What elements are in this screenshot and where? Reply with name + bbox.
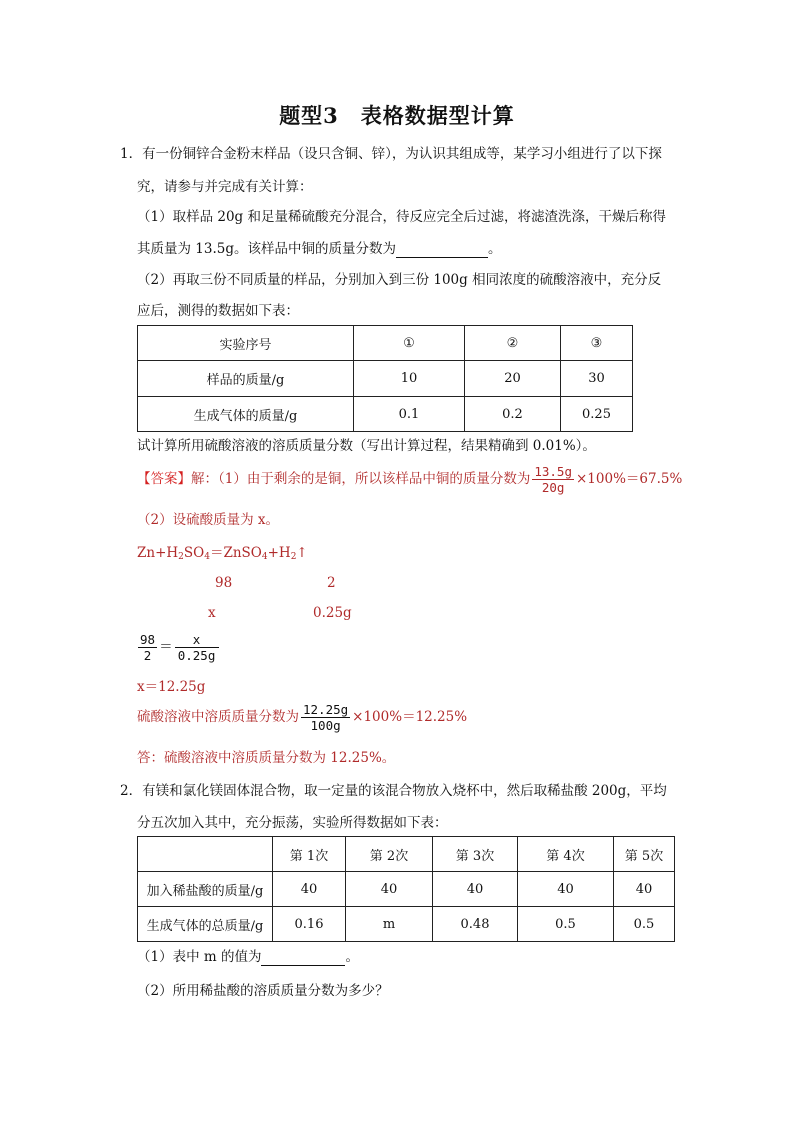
fraction (175, 632, 219, 663)
table-header: 第 4次 (518, 837, 614, 872)
q2-part2: （2）所用稀盐酸的溶质质量分数为多少？ (137, 983, 389, 999)
table-cell: 40 (273, 872, 346, 907)
eq-subscript: 2 (178, 552, 184, 562)
q2-stem-line1: 2．有镁和氯化镁固体混合物，取一定量的该混合物放入烧杯中，然后取稀盐酸 200g，平均 (120, 783, 667, 799)
fraction (532, 464, 574, 495)
table-cell: 40 (346, 872, 433, 907)
fraction (301, 702, 350, 733)
table-header: 第 1次 (273, 837, 346, 872)
q1-part1-line2 (137, 240, 502, 258)
table-header: 实验序号 (138, 326, 354, 361)
answer-line1 (137, 464, 682, 495)
gas-arrow-icon: ↑ (296, 545, 308, 561)
answer-result: ×100%＝67.5% (575, 471, 683, 487)
chemical-equation (137, 544, 308, 566)
denominator: 0.25g (177, 648, 216, 663)
denominator: 20g (541, 480, 565, 495)
q1-part1-end: 。 (488, 241, 502, 257)
eq-part: +H (267, 545, 291, 561)
eq-subscript: 4 (204, 552, 210, 562)
table-cell: 0.16 (273, 907, 346, 942)
unknown-x: x (208, 605, 216, 621)
q1-part1-line1: （1）取样品 20g 和足量稀硫酸充分混合，待反应完全后过滤，将滤渣洗涤，干燥后称得 (137, 209, 666, 225)
q1-part2-line2: 应后，测得的数据如下表： (137, 303, 299, 319)
eq-subscript: 2 (290, 552, 297, 562)
table-cell: 0.5 (518, 907, 614, 942)
table-cell: 40 (433, 872, 518, 907)
table-cell: 生成气体的质量/g (138, 397, 354, 432)
equals-sign: ＝ (159, 639, 173, 655)
denominator: 100g (310, 718, 341, 733)
q2-data-table (137, 836, 675, 942)
numerator: 12.25g (303, 702, 349, 717)
eq-part: ＝ZnSO (209, 545, 262, 561)
table-cell: 10 (354, 361, 465, 397)
concentration-line (137, 702, 467, 733)
table-cell: 0.48 (433, 907, 518, 942)
table-cell: 0.2 (465, 397, 561, 432)
table-header-row (138, 837, 675, 872)
answer-text: 解：（1）由于剩余的是铜，所以该样品中铜的质量分数为 (191, 471, 531, 487)
table-row (138, 907, 675, 942)
numerator: 13.5g (534, 464, 572, 479)
q1-stem-line2: 究，请参与并完成有关计算： (137, 179, 313, 195)
answer-line2: （2）设硫酸质量为 x。 (137, 512, 279, 528)
numerator: 98 (140, 632, 156, 647)
answer-blank[interactable] (261, 951, 345, 966)
molar-mass-h2so4: 98 (215, 575, 233, 591)
answer-tag: 【答案】 (137, 471, 191, 487)
table-cell: 加入稀盐酸的质量/g (138, 872, 273, 907)
proportion (136, 632, 221, 663)
final-answer: 答：硫酸溶液中溶质质量分数为 12.25%。 (137, 750, 396, 766)
q1-part2-line1: （2）再取三份不同质量的样品，分别加入到三份 100g 相同浓度的硫酸溶液中，充分反 (137, 272, 662, 288)
table-cell: 0.1 (354, 397, 465, 432)
molar-mass-h2: 2 (327, 575, 336, 591)
table-cell: 20 (465, 361, 561, 397)
fraction (138, 632, 157, 663)
page-title: 题型3 表格数据型计算 (279, 103, 515, 128)
table-header: ① (354, 326, 465, 361)
q1-part1-text: 其质量为 13.5g。该样品中铜的质量分数为 (137, 241, 396, 257)
table-header: 第 2次 (346, 837, 433, 872)
table-cell: m (346, 907, 433, 942)
table-cell: 生成气体的总质量/g (138, 907, 273, 942)
q1-data-table (137, 325, 633, 432)
concentration-result: ×100%＝12.25% (352, 709, 468, 725)
q1-ask: 试计算所用硫酸溶液的溶质质量分数（写出计算过程，结果精确到 0.01%）。 (137, 438, 596, 454)
table-cell: 0.25 (561, 397, 633, 432)
table-cell: 0.5 (614, 907, 675, 942)
eq-part: SO (183, 545, 205, 561)
h2-mass: 0.25g (313, 605, 352, 621)
eq-subscript: 4 (261, 552, 268, 562)
numerator: x (175, 632, 219, 648)
table-cell: 样品的质量/g (138, 361, 354, 397)
concentration-text: 硫酸溶液中溶质质量分数为 (137, 709, 299, 725)
table-header: 第 3次 (433, 837, 518, 872)
x-result: x＝12.25g (137, 679, 206, 695)
q2-stem-line2: 分五次加入其中，充分振荡，实验所得数据如下表： (137, 815, 448, 831)
answer-blank[interactable] (396, 243, 488, 258)
table-cell: 40 (518, 872, 614, 907)
table-header: ② (465, 326, 561, 361)
table-header (138, 837, 273, 872)
q1-stem-line1: 1．有一份铜锌合金粉末样品（设只含铜、锌），为认识其组成等，某学习小组进行了以下探 (120, 146, 662, 162)
eq-part: Zn+H (137, 545, 179, 561)
table-header-row (138, 326, 633, 361)
q2-part1 (137, 948, 359, 966)
table-header: ③ (561, 326, 633, 361)
table-row (138, 397, 633, 432)
table-header: 第 5次 (614, 837, 675, 872)
table-row (138, 872, 675, 907)
table-row (138, 361, 633, 397)
table-cell: 30 (561, 361, 633, 397)
table-cell: 40 (614, 872, 675, 907)
q2-part1-end: 。 (345, 949, 359, 965)
denominator: 2 (143, 648, 152, 663)
q2-part1-text: （1）表中 m 的值为 (137, 949, 262, 965)
